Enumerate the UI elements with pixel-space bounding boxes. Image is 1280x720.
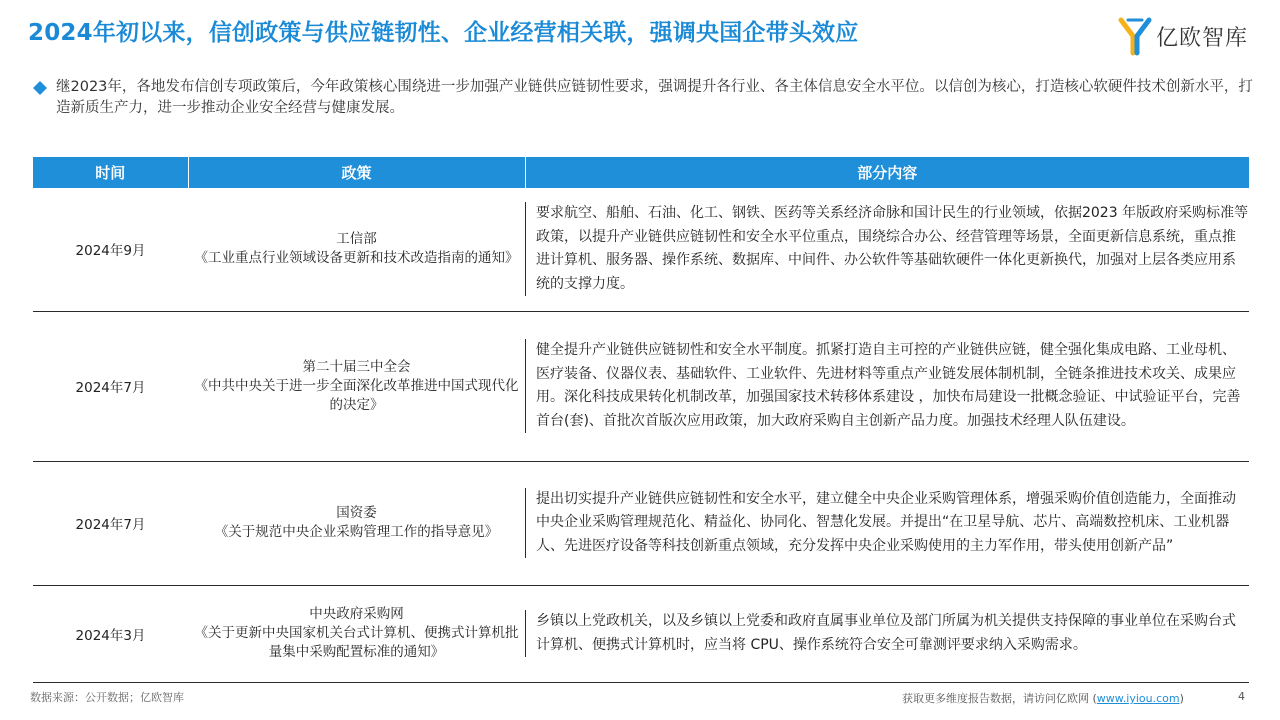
footer-more-info <box>902 690 1184 706</box>
footer-more-suffix: ) <box>1179 692 1184 705</box>
cell-policy <box>188 461 525 585</box>
policy-org: 国资委 <box>336 505 377 521</box>
content-text: 乡镇以上党政机关，以及乡镇以上党委和政府直属事业单位及部门所属为机关提供支持保障的事业单位在采购台式计算机、便携式计算机时，应当将 CPU、操作系统符合安全可靠测评要求纳入采购需求。 <box>525 610 1249 657</box>
cell-content <box>525 585 1249 682</box>
table-row <box>33 311 1249 461</box>
table-header-row <box>33 157 1249 188</box>
cell-time: 2024年7月 <box>33 461 188 585</box>
footer-more-prefix: 获取更多维度报告数据，请访问亿欧网 ( <box>902 692 1097 705</box>
content-text: 提出切实提升产业链供应链韧性和安全水平，建立健全中央企业采购管理体系，增强采购价值创造能力，全面推动中央企业采购管理规范化、精益化、协同化、智慧化发展。并提出“在卫星导航、芯片、高端数控机床、工业机器人、先进医疗设备等科技创新重点领域，充分发挥中央企业采购使用的主力军作用，带头使用创新产品” <box>525 488 1249 559</box>
policy-org: 第二十届三中全会 <box>302 358 411 375</box>
column-header-time: 时间 <box>33 157 188 188</box>
footer-website-link[interactable]: www.iyiou.com <box>1096 692 1180 705</box>
column-header-policy: 政策 <box>188 157 525 188</box>
cell-time: 2024年3月 <box>33 585 188 682</box>
policy-doc: 《中共中央关于进一步全面深化改革推进中国式现代化的决定》 <box>194 377 519 413</box>
cell-time: 2024年9月 <box>33 188 188 311</box>
policy-doc: 《关于规范中央企业采购管理工作的指导意见》 <box>214 524 499 540</box>
logo-text: 亿欧智库 <box>1156 25 1249 51</box>
cell-policy <box>188 585 525 682</box>
table-row <box>33 188 1249 311</box>
content-text: 健全提升产业链供应链韧性和安全水平制度。抓紧打造自主可控的产业链供应链，健全强化集成电路、工业母机、医疗装备、仪器仪表、基础软件、工业软件、先进材料等重点产业链发展体制机制，全链条推进技术攻关、成果应用。深化科技成果转化机制改革，加强国家技术转移体系建设 ，加快布局建设一批概念验证、中试验证平台，完善首台(套)、首批次首版次应用政策，加大政府采购自主创新产品力度。加强技术经理人队伍建设。 <box>525 339 1249 433</box>
data-source-note: 数据来源：公开数据；亿欧智库 <box>30 691 184 704</box>
policy-org: 中央政府采购网 <box>309 606 404 622</box>
intro-paragraph <box>32 77 1256 119</box>
table-row <box>33 461 1249 585</box>
cell-content <box>525 461 1249 585</box>
intro-text: 继2023年，各地发布信创专项政策后，今年政策核心围绕进一步加强产业链供应链韧性要求，强调提升各行业、各主体信息安全水平位。以信创为核心，打造核心软硬件技术创新水平，打造新质生产力，进一步推动企业安全经营与健康发展。 <box>56 79 1253 116</box>
cell-policy <box>188 188 525 311</box>
policy-doc: 《关于更新中央国家机关台式计算机、便携式计算机批量集中采购配置标准的通知》 <box>194 625 519 660</box>
cell-content <box>525 188 1249 311</box>
brand-logo <box>1118 16 1248 56</box>
diamond-bullet-icon <box>32 80 48 96</box>
page-title: 2024年初以来，信创政策与供应链韧性、企业经营相关联，强调央国企带头效应 <box>28 20 859 46</box>
cell-policy <box>188 311 525 461</box>
page-number: 4 <box>1238 690 1245 703</box>
policy-doc: 《工业重点行业领域设备更新和技术改造指南的通知》 <box>194 250 519 267</box>
table-row <box>33 585 1249 682</box>
cell-time: 2024年7月 <box>33 311 188 461</box>
column-header-content: 部分内容 <box>525 157 1249 188</box>
cell-content <box>525 311 1249 461</box>
policy-org: 工信部 <box>336 231 377 248</box>
policy-table <box>33 157 1249 683</box>
yiou-logo-icon <box>1118 16 1152 56</box>
content-text: 要求航空、船舶、石油、化工、钢铁、医药等关系经济命脉和国计民生的行业领域，依据2023 年版政府采购标准等政策，以提升产业链供应链韧性和安全水平位重点，围绕综合办公、经营管理等场景，全面更新信息系统，重点推进计算机、服务器、操作系统、数据库、中间件、办公软件等基础软硬件一体化更新换代，加强对上层各类应用系统的支撑力度。 <box>525 202 1249 296</box>
